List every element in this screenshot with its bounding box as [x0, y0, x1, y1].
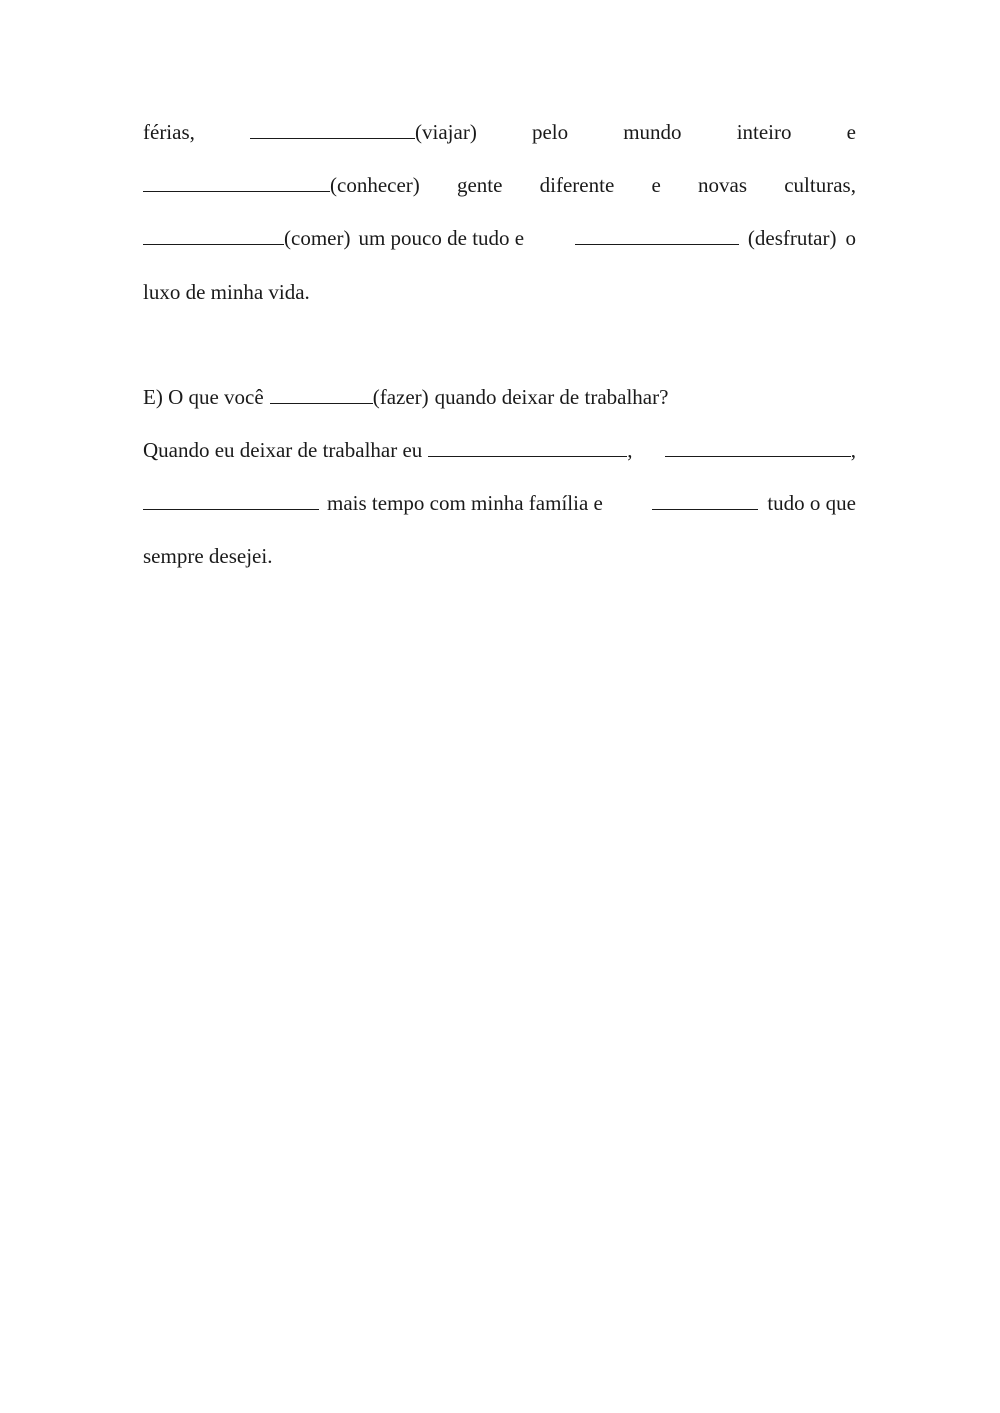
word: o [845, 226, 856, 250]
paragraph-line-1 [143, 117, 856, 147]
answer-blank-3[interactable] [143, 488, 319, 510]
answer-segment [143, 488, 603, 518]
word: inteiro [736, 120, 792, 144]
paragraph-line-3 [143, 223, 856, 253]
hint-comer: (comer) [284, 226, 351, 250]
blank-with-hint [143, 170, 420, 200]
hint-conhecer: (conhecer) [330, 173, 420, 197]
answer-text: tudo o que [767, 491, 856, 515]
blank-with-hint [143, 223, 524, 253]
comma: , [850, 438, 856, 462]
blank-with-hint [250, 117, 477, 147]
question-e [143, 382, 856, 412]
word: gente [456, 173, 503, 197]
paragraph-line-4 [143, 277, 856, 307]
hint-fazer: (fazer) [372, 385, 429, 409]
answer-blank-4[interactable] [652, 488, 758, 510]
hint-desfrutar: (desfrutar) [747, 226, 837, 250]
word: e [846, 120, 856, 144]
blank-viajar[interactable] [250, 117, 415, 139]
blank-with-hint [575, 223, 856, 253]
question-suffix: quando deixar de trabalhar? [434, 385, 669, 409]
answer-segment [143, 435, 633, 465]
answer-blank-1[interactable] [428, 435, 627, 457]
answer-text: mais tempo com minha família e [327, 491, 603, 515]
text: um pouco de tudo e [358, 226, 525, 250]
answer-segment [652, 488, 856, 518]
word: culturas, [784, 173, 856, 197]
answer-text: sempre desejei. [143, 544, 273, 568]
hint-viajar: (viajar) [415, 120, 477, 144]
answer-line-2 [143, 488, 856, 518]
comma: , [627, 438, 633, 462]
answer-blank-2[interactable] [665, 435, 851, 457]
blank-fazer[interactable] [270, 382, 373, 404]
blank-desfrutar[interactable] [575, 223, 739, 245]
word: férias, [143, 120, 195, 144]
answer-line-3 [143, 541, 856, 571]
blank-conhecer[interactable] [143, 170, 330, 192]
word: novas [698, 173, 748, 197]
question-prefix: E) O que você [143, 385, 264, 409]
word: diferente [539, 173, 615, 197]
paragraph-line-2 [143, 170, 856, 200]
word: e [651, 173, 661, 197]
blank-comer[interactable] [143, 223, 284, 245]
word: pelo [531, 120, 569, 144]
word: mundo [623, 120, 682, 144]
answer-segment [665, 435, 856, 465]
text: luxo de minha vida. [143, 280, 310, 304]
answer-line-1 [143, 435, 856, 465]
answer-prefix: Quando eu deixar de trabalhar eu [143, 438, 423, 462]
